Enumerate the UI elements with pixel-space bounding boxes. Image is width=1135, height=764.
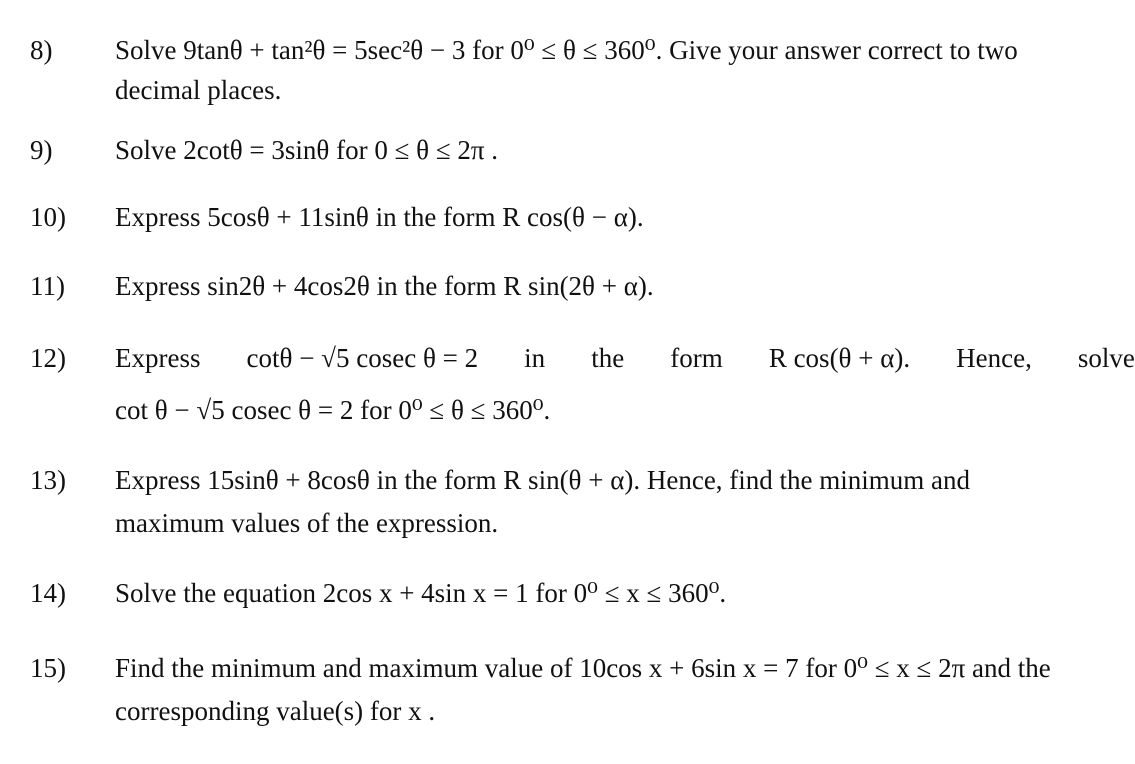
question-number: 15) (30, 653, 66, 683)
question-text-line: Express 15sinθ + 8cosθ in the form R sin(θ + α). Hence, find the minimum and (115, 465, 971, 495)
question-number: 14) (30, 578, 66, 608)
question-word: form (670, 343, 723, 373)
question-text-line: Express 5cosθ + 11sinθ in the form R cos(θ − α). (115, 202, 644, 232)
question-text-line (115, 339, 1135, 377)
question-text-line: Solve 9tanθ + tan²θ = 5sec²θ − 3 for 0⁰ ≤ θ ≤ 360⁰. Give your answer correct to two (115, 35, 1018, 65)
question-text-line: corresponding value(s) for x . (115, 696, 436, 726)
question-text-line: Express sin2θ + 4cos2θ in the form R sin(2θ + α). (115, 271, 654, 301)
question-number: 9) (30, 135, 53, 165)
question-text-line: Find the minimum and maximum value of 10cos x + 6sin x = 7 for 0⁰ ≤ x ≤ 2π and the (115, 653, 1051, 683)
question-text-line: Solve 2cotθ = 3sinθ for 0 ≤ θ ≤ 2π . (115, 135, 499, 165)
question-word: Express (115, 343, 201, 373)
question-text-line: cot θ − √5 cosec θ = 2 for 0⁰ ≤ θ ≤ 360⁰. (115, 395, 551, 425)
question-number: 8) (30, 35, 53, 65)
question-word: R cos(θ + α). (768, 343, 911, 373)
question-word: the (591, 343, 625, 373)
question-number: 13) (30, 465, 66, 495)
question-number: 12) (30, 343, 66, 373)
question-text-line: maximum values of the expression. (115, 508, 499, 538)
question-text-line: decimal places. (115, 75, 282, 105)
question-text-line: Solve the equation 2cos x + 4sin x = 1 for 0⁰ ≤ x ≤ 360⁰. (115, 578, 727, 608)
question-word: solve (1077, 343, 1135, 373)
question-number: 11) (30, 271, 65, 301)
question-number: 10) (30, 202, 66, 232)
question-word: cotθ − √5 cosec θ = 2 (246, 343, 479, 373)
question-word: Hence, (956, 343, 1032, 373)
question-word: in (524, 343, 546, 373)
